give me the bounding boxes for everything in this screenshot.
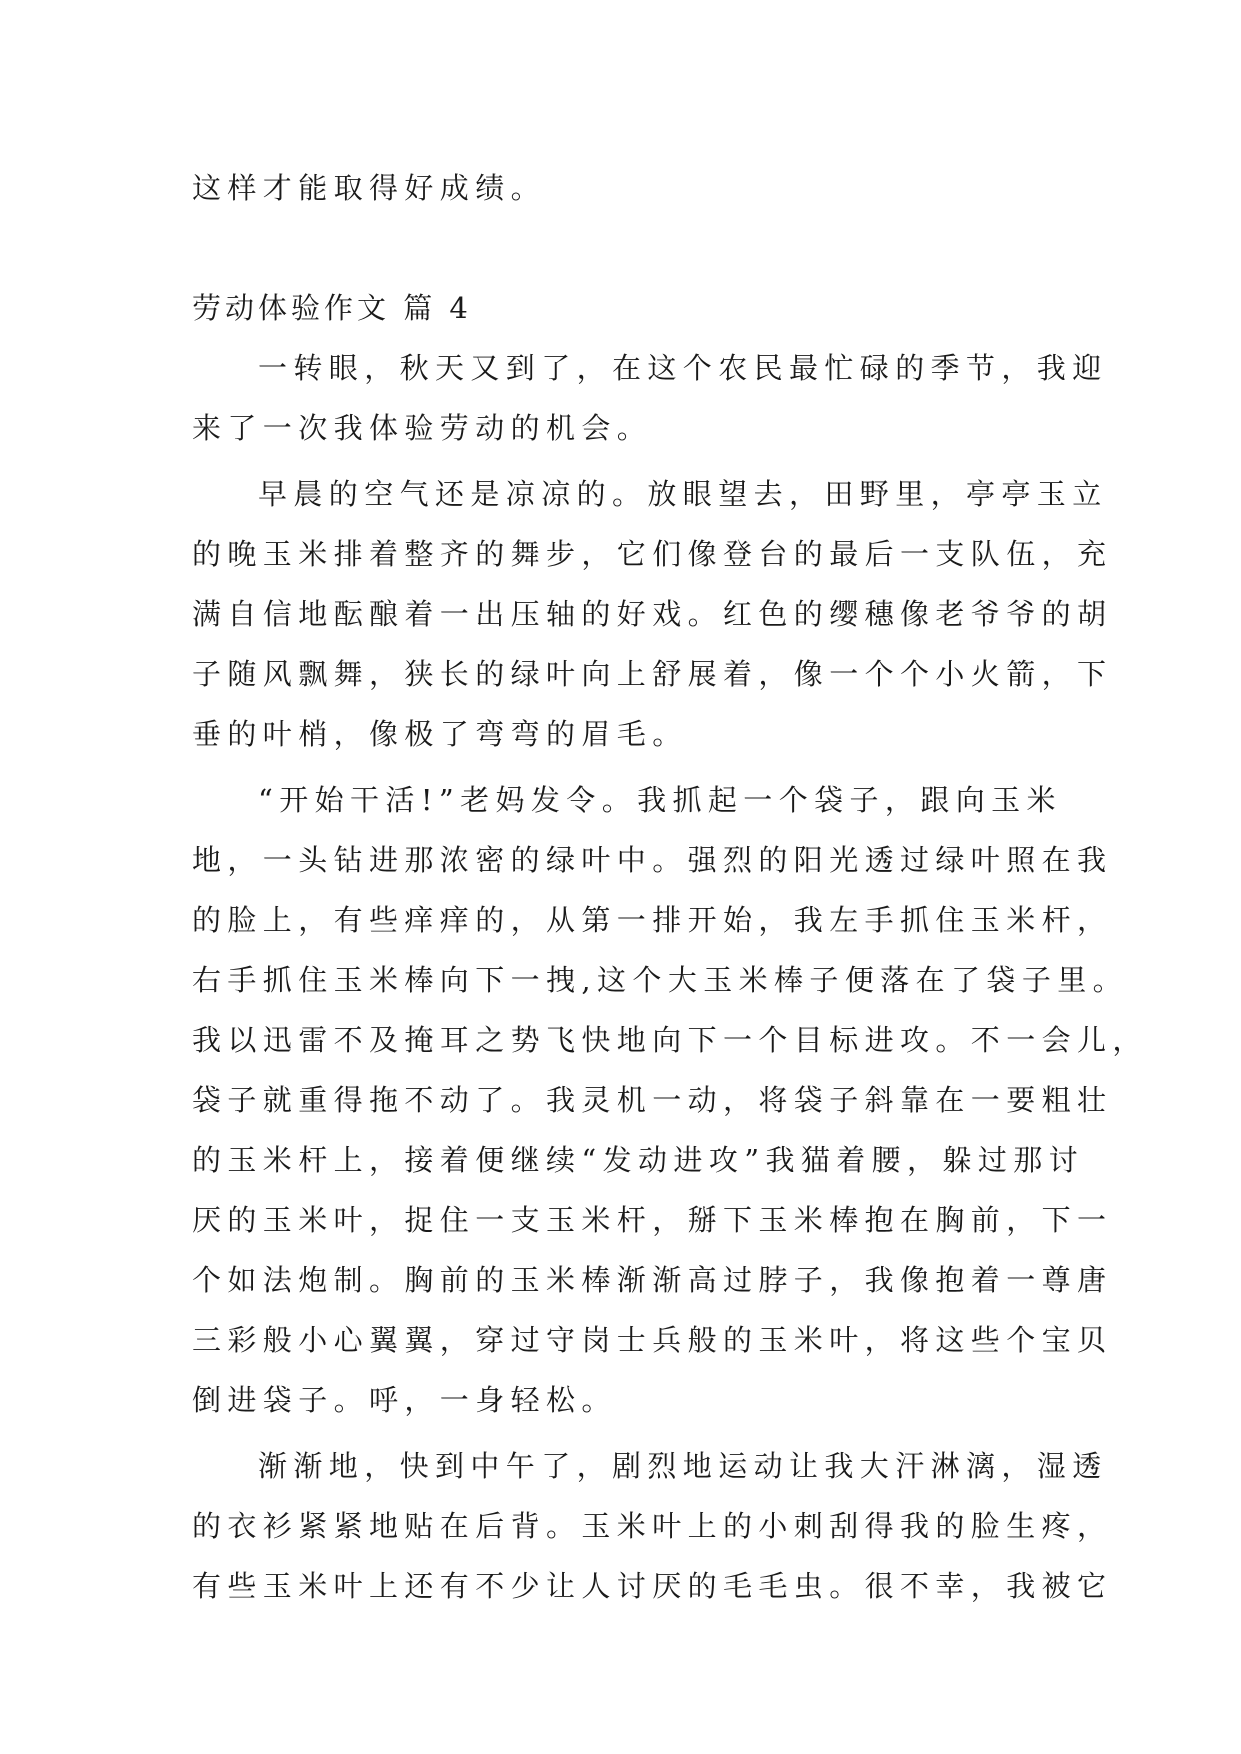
paragraph-line: 的脸上，有些痒痒的，从第一排开始，我左手抓住玉米杆， bbox=[192, 903, 1113, 937]
section-heading: 劳动体验作文 篇 4 bbox=[192, 291, 472, 325]
paragraph-line: 的玉米杆上，接着便继续“发动进攻”我猫着腰，躲过那讨 bbox=[192, 1143, 1085, 1177]
paragraph-line: 垂的叶梢，像极了弯弯的眉毛。 bbox=[192, 717, 688, 751]
paragraph-4 bbox=[192, 1436, 1113, 1616]
paragraph-line: 地，一头钻进那浓密的绿叶中。强烈的阳光透过绿叶照在我 bbox=[192, 843, 1113, 877]
paragraph-line: 右手抓住玉米棒向下一拽,这个大玉米棒子便落在了袋子里。 bbox=[192, 963, 1129, 997]
paragraph-line: 的衣衫紧紧地贴在后背。玉米叶上的小刺刮得我的脸生疼， bbox=[192, 1509, 1113, 1543]
paragraph-line: 有些玉米叶上还有不少让人讨厌的毛毛虫。很不幸，我被它 bbox=[192, 1569, 1113, 1603]
paragraph-line: “开始干活!”老妈发令。我抓起一个袋子，跟向玉米 bbox=[258, 783, 1062, 817]
paragraph-line: 子随风飘舞，狭长的绿叶向上舒展着，像一个个小火箭，下 bbox=[192, 657, 1113, 691]
paragraph-line: 满自信地酝酿着一出压轴的好戏。红色的缨穗像老爷爷的胡 bbox=[192, 597, 1113, 631]
paragraph-line: 来了一次我体验劳动的机会。 bbox=[192, 411, 653, 445]
paragraph-line: 一转眼，秋天又到了，在这个农民最忙碌的季节，我迎 bbox=[258, 351, 1108, 385]
paragraph-line: 早晨的空气还是凉凉的。放眼望去，田野里，亭亭玉立 bbox=[258, 477, 1108, 511]
paragraph-line: 袋子就重得拖不动了。我灵机一动，将袋子斜靠在一要粗壮 bbox=[192, 1083, 1113, 1117]
paragraph-line: 个如法炮制。胸前的玉米棒渐渐高过脖子，我像抱着一尊唐 bbox=[192, 1263, 1113, 1297]
paragraph-2 bbox=[192, 464, 1113, 764]
paragraph-line: 厌的玉米叶，捉住一支玉米杆，掰下玉米棒抱在胸前，下一 bbox=[192, 1203, 1113, 1237]
paragraph-3 bbox=[192, 770, 1148, 1430]
paragraph-1 bbox=[192, 338, 1108, 458]
paragraph-line: 三彩般小心翼翼，穿过守岗士兵般的玉米叶，将这些个宝贝 bbox=[192, 1323, 1113, 1357]
paragraph-line: 的晚玉米排着整齐的舞步，它们像登台的最后一支队伍，充 bbox=[192, 537, 1113, 571]
paragraph-line: 渐渐地，快到中午了，剧烈地运动让我大汗淋漓，湿透 bbox=[258, 1449, 1108, 1483]
lead-text-line: 这样才能取得好成绩。 bbox=[192, 171, 547, 205]
paragraph-line: 倒进袋子。呼，一身轻松。 bbox=[192, 1383, 617, 1417]
paragraph-line: 我以迅雷不及掩耳之势飞快地向下一个目标进攻。不一会儿， bbox=[192, 1023, 1148, 1057]
document-body bbox=[192, 158, 1148, 1616]
